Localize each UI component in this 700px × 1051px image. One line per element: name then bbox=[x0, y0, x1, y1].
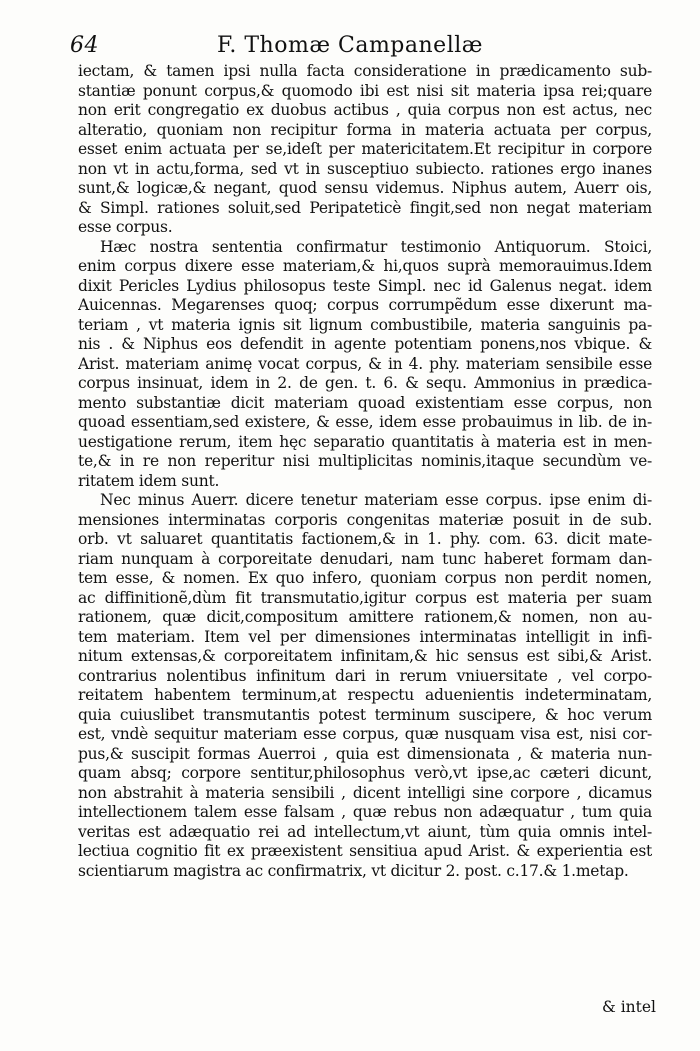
text-line: rationem, quæ dicit,compositum amittere rationem,& nomen, non au- bbox=[78, 608, 652, 626]
text-line: nis . & Niphus eos defendit in agente potentiam ponens,nos vbique. & bbox=[78, 335, 652, 353]
text-line: ac diffinitionẽ,dùm fit transmutatio,igitur corpus est materia per suam bbox=[78, 588, 652, 607]
text-line: non erit congregatio ex duobus actibus , quia corpus non est actus, nec bbox=[78, 101, 652, 119]
text-line: intellectionem talem esse falsam , quæ rebus non adæquatur , tum quia bbox=[78, 803, 652, 821]
text-line: stantiæ ponunt corpus,& quomodo ibi est nisi sit materia ipsa rei;quare bbox=[78, 81, 652, 100]
text-line: Hæc nostra sententia confirmatur testimonio Antiquorum. Stoici, bbox=[100, 237, 652, 256]
paragraph bbox=[78, 62, 652, 238]
text-line: te,& in re non reperitur nisi multiplicitas nominis,itaque secundùm ve- bbox=[78, 452, 652, 470]
running-head: F. Thomæ Campanellæ bbox=[217, 33, 483, 58]
text-line: est, vndè sequitur materiam esse corpus, quæ nusquam visa est, nisi cor- bbox=[78, 725, 652, 743]
text-line: quoad essentiam,sed existere, & esse, idem esse probauimus in lib. de in- bbox=[78, 413, 652, 431]
text-line: uestigatione rerum, item hęc separatio quantitatis à materia est in men- bbox=[78, 432, 652, 451]
text-line: riam nunquam à corporeitate denudari, nam tunc haberet formam dan- bbox=[78, 549, 652, 568]
text-line: scientiarum magistra ac confirmatrix, vt dicitur 2. post. c.17.& 1.metap. bbox=[78, 861, 629, 880]
text-line: teriam , vt materia ignis sit lignum combustibile, materia sanguinis pa- bbox=[78, 315, 652, 334]
text-line: iectam, & tamen ipsi nulla facta consideratione in prædicamento sub- bbox=[78, 62, 652, 80]
text-line: quam absq; corpore sentitur,philosophus verò,vt ipse,ac cæteri dicunt, bbox=[78, 764, 652, 782]
text-line: mento substantiæ dicit materiam quoad existentiam esse corpus, non bbox=[78, 393, 652, 412]
text-line: Nec minus Auerr. dicere tenetur materiam esse corpus. ipse enim di- bbox=[100, 491, 652, 509]
catchword: & intel bbox=[601, 998, 656, 1016]
text-line: Auicennas. Megarenses quoq; corpus corrumpẽdum esse dixerunt ma- bbox=[78, 296, 652, 314]
text-line: non abstrahit à materia sensibili , dicent intelligi sine corpore , dicamus bbox=[78, 783, 652, 802]
paragraph bbox=[78, 238, 652, 492]
text-line: pus,& suscipit formas Auerroi , quia est dimensionata , & materia nun- bbox=[78, 744, 652, 763]
text-line: lectiua cognitio fit ex præexistent sensitiua apud Arist. & experientia est bbox=[78, 842, 652, 860]
text-line: veritas est adæquatio rei ad intellectum,vt aiunt, tùm quia omnis intel- bbox=[78, 822, 652, 841]
text-line: orb. vt saluaret quantitatis factionem,& in 1. phy. com. 63. dicit mate- bbox=[78, 530, 652, 548]
text-line: ritatem idem sunt. bbox=[78, 471, 220, 490]
text-line: contrarius nolentibus infinitum dari in rerum vniuersitate , vel corpo- bbox=[78, 666, 652, 685]
paragraph bbox=[78, 491, 652, 881]
text-line: mensiones interminatas corporis congenitas materiæ posuit in de sub. bbox=[78, 510, 652, 529]
text-line: alteratio, quoniam non recipitur forma in materia actuata per corpus, bbox=[78, 120, 652, 139]
text-line: esse corpus. bbox=[78, 218, 173, 236]
page-header bbox=[70, 30, 630, 62]
text-line: quia cuiuslibet transmutantis potest terminum suscipere, & hoc verum bbox=[78, 705, 652, 724]
text-line: esset enim actuata per se,ideſt per matericitatem.Et recipitur in corpore bbox=[78, 140, 652, 158]
text-line: corpus insinuat, idem in 2. de gen. t. 6. & sequ. Ammonius in prædica- bbox=[78, 374, 652, 392]
text-line: nitum extensas,& corporeitatem infinitam,& hic sensus est sibi,& Arist. bbox=[78, 647, 652, 665]
body-text bbox=[78, 62, 652, 881]
text-line: & Simpl. rationes soluit,sed Peripateticè fingit,sed non negat materiam bbox=[78, 198, 652, 217]
text-line: non vt in actu,forma, sed vt in susceptiuo subiecto. rationes ergo inanes bbox=[78, 159, 652, 178]
text-line: tem esse, & nomen. Ex quo infero, quoniam corpus non perdit nomen, bbox=[78, 569, 652, 587]
text-line: Arist. materiam animę vocat corpus, & in 4. phy. materiam sensibile esse bbox=[78, 354, 652, 373]
page-number: 64 bbox=[70, 33, 99, 58]
text-line: enim corpus dixere esse materiam,& hi,quos suprà memorauimus.Idem bbox=[78, 257, 652, 275]
text-line: tem materiam. Item vel per dimensiones interminatas intelligit in infi- bbox=[78, 627, 652, 646]
text-line: sunt,& logicæ,& negant, quod sensu videmus. Niphus autem, Auerr ois, bbox=[78, 179, 652, 197]
text-line: dixit Pericles Lydius philosopus teste Simpl. nec id Galenus negat. idem bbox=[78, 276, 652, 295]
text-line: reitatem habentem terminum,at respectu aduenientis indeterminatam, bbox=[78, 686, 652, 704]
